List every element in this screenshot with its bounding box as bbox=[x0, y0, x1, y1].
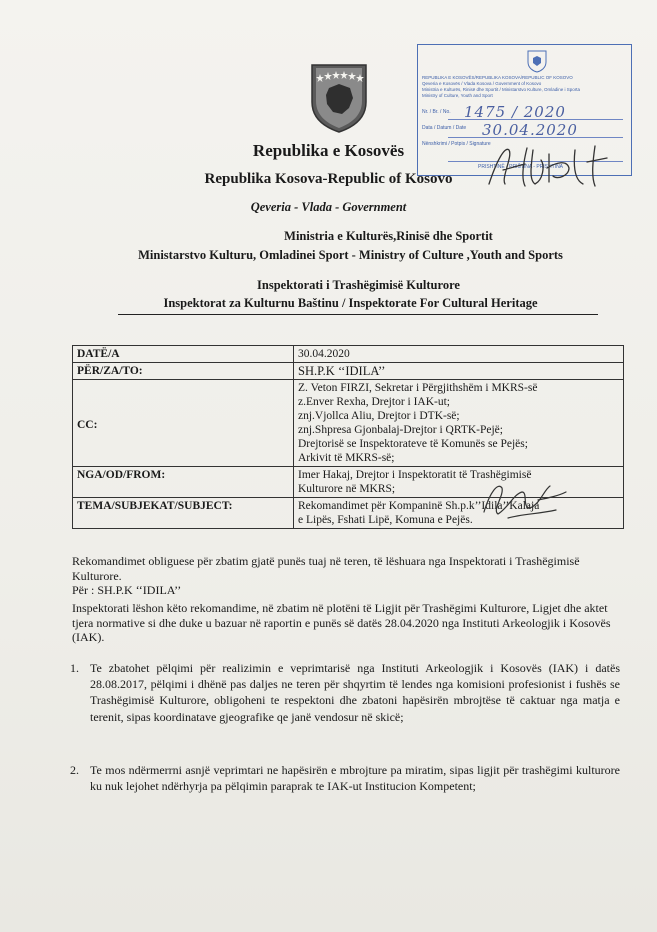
to-label: PËR/ZA/TO: bbox=[73, 363, 294, 380]
cc-recipients bbox=[294, 380, 624, 467]
date-label: DATË/A bbox=[73, 346, 294, 363]
stamp-signature-label: Nënshkrimi / Potpis / Signature bbox=[422, 141, 491, 147]
cc-recipient: z.Enver Rexha, Drejtor i IAK-ut; bbox=[298, 396, 451, 408]
header-divider bbox=[118, 314, 598, 315]
ministry-name-multilingual: Ministarstvo Kulturu, Omladinei Sport - Ministry of Culture ,Youth and Sports bbox=[138, 248, 563, 262]
cc-recipient: Drejtorisë se Inspektorateve të Komunës se Pejës; bbox=[298, 438, 528, 450]
handwritten-signature-from bbox=[478, 474, 570, 522]
list-item bbox=[70, 762, 620, 794]
stamp-emblem-icon bbox=[526, 49, 548, 73]
stamp-line-3: Ministria e Kulturës, Rinisë dhe Sportit / Ministarstvo Kulture, Omladine i Sporta bbox=[422, 87, 581, 92]
table-row-cc bbox=[73, 380, 624, 467]
list-item-number: 1. bbox=[70, 661, 79, 675]
cc-recipient: znj.Shpresa Gjonbalaj-Drejtor i QRTK-Pejë; bbox=[298, 424, 503, 436]
ministry-name-albanian: Ministria e Kulturës,Rinisë dhe Sportit bbox=[284, 229, 493, 243]
list-item bbox=[70, 660, 620, 725]
stamp-line-4: Ministry of Culture, Youth and Sport bbox=[422, 93, 493, 98]
government-line: Qeveria - Vlada - Government bbox=[250, 200, 407, 214]
cc-recipient: Z. Veton FIRZI, Sekretar i Përgjithshëm i MKRS-së bbox=[298, 382, 538, 394]
stamp-number-label: Nr. / Br. / No. bbox=[422, 109, 451, 115]
subject-label: TEMA/SUBJEKAT/SUBJECT: bbox=[73, 498, 294, 529]
from-label: NGA/OD/FROM: bbox=[73, 467, 294, 498]
subject-line: Rekomandimet për Kompaninë Sh.p.k’’Idila’’Kalaja bbox=[298, 500, 540, 512]
cc-recipient: Arkivit të MKRS-së; bbox=[298, 452, 395, 464]
intro-paragraph: Rekomandimet obliguese për zbatim gjatë punës tuaj në teren, të lëshuara nga Inspektorati i Trashëgimisë Kulturore. bbox=[72, 554, 580, 583]
from-value bbox=[294, 467, 624, 498]
list-item-text: Te mos ndërmerrni asnjë veprimtari ne hapësirën e mbrojture pa miratim, sipas ligjit për trashëgimi kulturore ku nuk lejohet ndërhyrja pa pëlqimin paraprak te IAK-ut Institucion Kompetent; bbox=[90, 763, 620, 794]
stamp-number-value: 1475 / 2020 bbox=[464, 103, 566, 121]
date-value: 30.04.2020 bbox=[294, 346, 624, 363]
stamp-date-value: 30.04.2020 bbox=[482, 121, 578, 139]
handwritten-signature-stamp bbox=[483, 140, 623, 192]
subject-line: e Lipës, Fshati Lipë, Komuna e Pejës. bbox=[298, 514, 473, 526]
stamp-date-label: Data / Datum / Date bbox=[422, 125, 467, 131]
table-row-date bbox=[73, 346, 624, 363]
cc-recipient: znj.Vjollca Aliu, Drejtor i DTK-së; bbox=[298, 410, 460, 422]
kosovo-coat-of-arms-icon bbox=[309, 62, 369, 134]
from-line: Imer Hakaj, Drejtor i Inspektoratit të Trashëgimisë bbox=[298, 469, 532, 481]
from-line: Kulturore në MKRS; bbox=[298, 483, 396, 495]
list-item-number: 2. bbox=[70, 763, 79, 777]
to-value: SH.P.K ‘‘IDILA’’ bbox=[294, 363, 624, 380]
addressee-line: Për : SH.P.K ‘‘IDILA’’ bbox=[72, 583, 182, 597]
country-name-multilingual: Republika Kosova-Republic of Kosovo bbox=[204, 171, 453, 187]
inspectorate-name-multilingual: Inspektorat za Kulturnu Baštinu / Inspektorate For Cultural Heritage bbox=[163, 296, 538, 310]
country-name-albanian: Republika e Kosovës bbox=[252, 141, 405, 160]
inspectorate-name-albanian: Inspektorati i Trashëgimisë Kulturore bbox=[257, 278, 460, 292]
stamp-footer: PRISHTINË - PRIŠTINA - PRISHTINA bbox=[478, 164, 564, 170]
stamp-line-2: Qeveria e Kosovës / Vlada Kosova / Government of Kosovo bbox=[422, 81, 542, 86]
lead-paragraph: Inspektorati lëshon këto rekomandime, në zbatim në plotëni të Ligjit për Trashëgimi Kulturore, Ligjet dhe aktet tjera normative si dhe duke u bazuar në raportin e punës së datës 28.04.2020 nga Instituti Arkeologjik i Kosovës (IAK). bbox=[72, 601, 611, 645]
cc-label: CC: bbox=[77, 419, 98, 431]
table-row-to bbox=[73, 363, 624, 380]
list-item-text: Te zbatohet pëlqimi për realizimin e veprimtarisë nga Instituti Arkeologjik i Kosovës (IAK) i datës 28.08.2017, pëlqimi i dhënë pas daljes ne teren për shqyrtim të lendes nga komisioni profesionist i fushës se Trashëgimisë Kulturore, obligoheni te respektoni dhe zbatoni hapësirën mbrojtëse të caktuar nga matja e terenit, sipas koordinatave gjeografike qe janë vendosur në skicë; bbox=[90, 661, 620, 724]
subject-value bbox=[294, 498, 624, 529]
stamp-line-1: REPUBLIKA E KOSOVËS/REPUBLIKA KOSOVA/REPUBLIC OF KOSOVO bbox=[422, 75, 573, 80]
